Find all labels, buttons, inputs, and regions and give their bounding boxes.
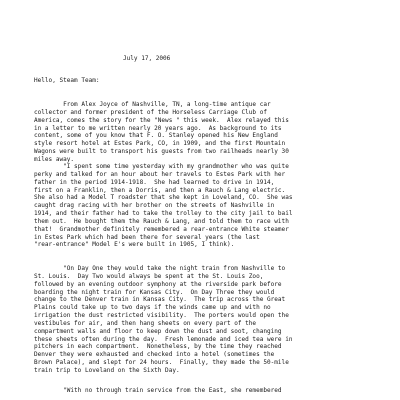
- letter-paragraph: "I spent some time yesterday with my grandmother who was quite perky and talked for an hour about her travels to Estes Park with her father in the period 1914-1918. She had learned to drive in 1914, first on a Franklin, then a Dorris, and then a Rauch & Lang electric. She also had a Model T roadster that she kept in Loveland, CO. She was caught drag racing with her brother on the streets of Nashville in 1914, and their father had to take the trolley to the city jail to bail them out. He bought them the Rauch & Lang, and told them to race with that! Grandmother definitely remembered a rear-entrance White steamer in Estes Park which had been there for several years (the last "rear-entrance" Model E's were built in 1905, I think).: [34, 163, 293, 249]
- letter-salutation: Hello, Steam Team:: [34, 77, 100, 84]
- letter-paragraph: "With no through train service from the East, she remembered: [34, 387, 282, 394]
- letter-paragraph: From Alex Joyce of Nashville, TN, a long-time antique car collector and former president of the Horseless Carriage Club of America, comes the story for the "News " this week. Alex relayed this in a letter to me written nearly 20 years ago. As background to its content, some of you know that F. O. Stanley opened his New England style resort hotel at Estes Park, CO, in 1909, and the first Mountain Wagons were built to transport his guests from two railheads nearly 30 miles away.: [34, 101, 289, 163]
- letter-paragraph: "On Day One they would take the night train from Nashville to St. Louis. Day Two would always be spent at the St. Louis Zoo, followed by an evening outdoor symphony at the riverside park before boarding the night train for Kansas City. On Day Three they would change to the Denver train in Kansas City. The trip across the Great Plains could take up to two days if the winds came up and with no irrigation the dust restricted visibility. The porters would open the vestibules for air, and then hang sheets on every part of the compartment walls and floor to keep down the dust and soot, changing these sheets often during the day. Fresh lemonade and iced tea were in pitchers in each compartment. Nonetheless, by the time they reached Denver they were exhausted and checked into a hotel (sometimes the Brown Palace), and slept for 24 hours. Finally, they made the 50-mile train trip to Loveland on the Sixth Day.: [34, 265, 293, 374]
- letter-date: July 17, 2006: [123, 55, 171, 62]
